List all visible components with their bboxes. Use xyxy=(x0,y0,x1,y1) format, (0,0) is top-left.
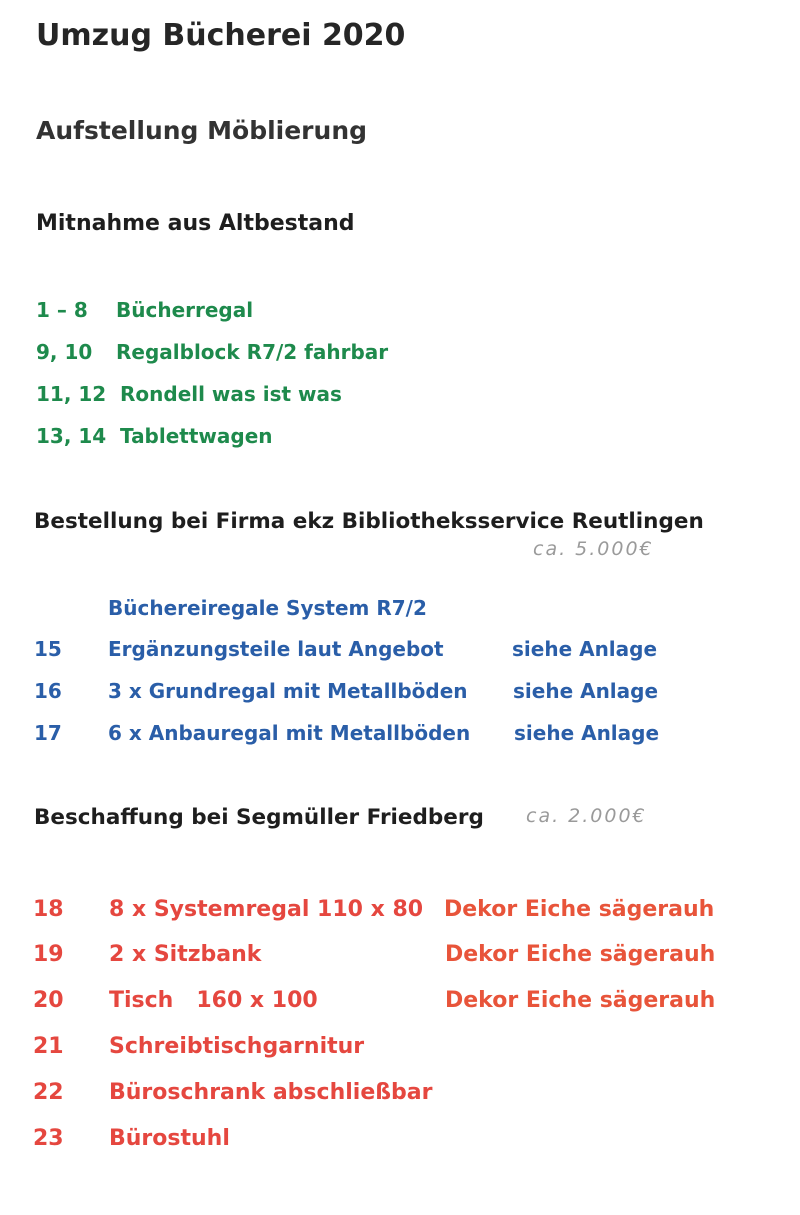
item-number: 20 xyxy=(33,988,64,1013)
item-description: Schreibtischgarnitur xyxy=(109,1034,365,1059)
item-description: 2 x Sitzbank xyxy=(109,942,262,967)
item-description: Rondell was ist was xyxy=(120,382,342,406)
item-reference: siehe Anlage xyxy=(514,721,660,745)
section-heading-ekz: Bestellung bei Firma ekz Bibliotheksservice Reutlingen xyxy=(34,509,704,534)
item-number: 23 xyxy=(33,1126,64,1151)
item-description: 3 x Grundregal mit Metallböden xyxy=(108,679,468,703)
item-number: 9, 10 xyxy=(36,340,93,364)
section-heading-altbestand: Mitnahme aus Altbestand xyxy=(36,211,355,236)
item-detail: Dekor Eiche sägerauh xyxy=(445,988,716,1013)
item-detail: Dekor Eiche sägerauh xyxy=(445,942,716,967)
item-description: Tablettwagen xyxy=(120,424,273,448)
item-number: 19 xyxy=(33,942,64,967)
item-detail: Dekor Eiche sägerauh xyxy=(444,897,715,922)
section-heading-segmueller: Beschaffung bei Segmüller Friedberg xyxy=(34,805,484,830)
handwritten-cost-note: ca. 5.000€ xyxy=(533,538,654,560)
item-number: 22 xyxy=(33,1080,64,1105)
page-title: Umzug Bücherei 2020 xyxy=(36,18,406,53)
item-number: 17 xyxy=(34,721,62,745)
item-description: Büroschrank abschließbar xyxy=(109,1080,433,1105)
item-reference: siehe Anlage xyxy=(513,679,659,703)
item-number: 1 – 8 xyxy=(36,298,88,322)
item-description: Bücherregal xyxy=(116,298,254,322)
item-description: Bürostuhl xyxy=(109,1126,230,1151)
handwritten-cost-note: ca. 2.000€ xyxy=(526,805,647,827)
item-number: 11, 12 xyxy=(36,382,107,406)
item-number: 21 xyxy=(33,1034,64,1059)
item-reference: siehe Anlage xyxy=(512,637,658,661)
item-description: Regalblock R7/2 fahrbar xyxy=(116,340,389,364)
item-description: 6 x Anbauregal mit Metallböden xyxy=(108,721,471,745)
item-number: 15 xyxy=(34,637,62,661)
item-description: 8 x Systemregal 110 x 80 xyxy=(109,897,424,922)
item-number: 13, 14 xyxy=(36,424,107,448)
group-label: Büchereiregale System R7/2 xyxy=(108,596,427,620)
item-number: 16 xyxy=(34,679,62,703)
item-description: Ergänzungsteile laut Angebot xyxy=(108,637,444,661)
item-description: Tisch 160 x 100 xyxy=(109,988,318,1013)
page-subtitle: Aufstellung Möblierung xyxy=(36,116,368,145)
item-number: 18 xyxy=(33,897,64,922)
